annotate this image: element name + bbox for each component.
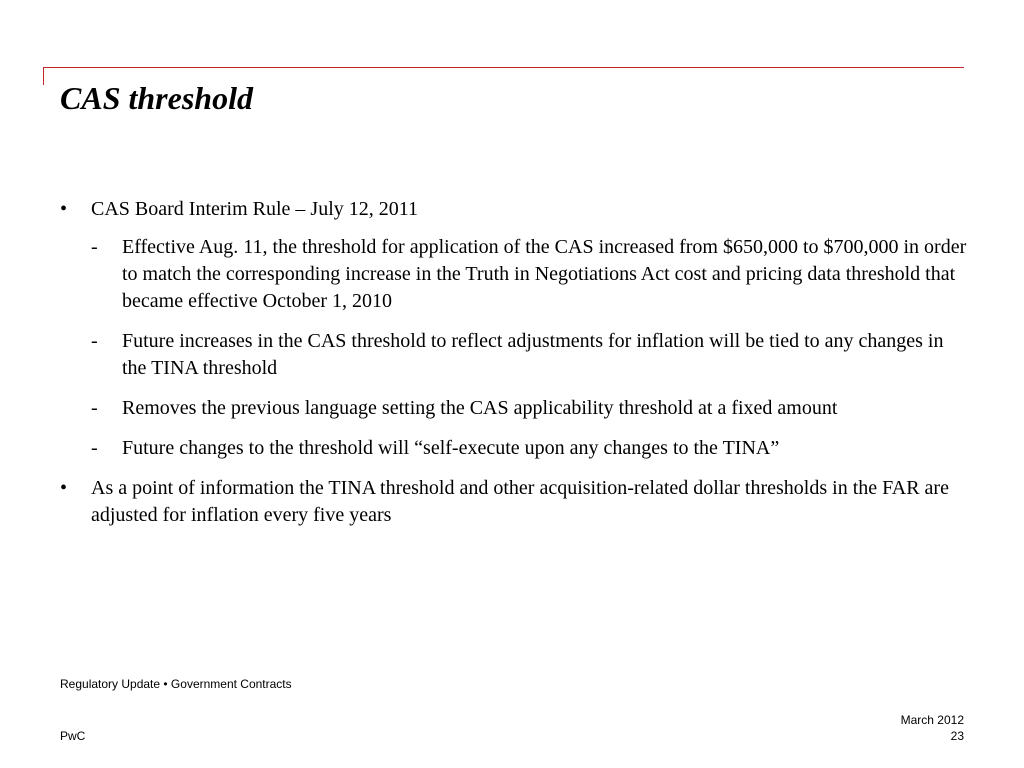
sub-bullet-item (91, 395, 970, 422)
sub-bullet-text: Future increases in the CAS threshold to reflect adjustments for inflation will be tied to any changes in the TINA threshold (122, 330, 944, 379)
bullet-item (60, 196, 970, 223)
header-rule (43, 67, 964, 68)
footer-date: March 2012 (900, 713, 964, 727)
sub-bullet-marker: - (91, 397, 98, 419)
bullet-item (60, 475, 970, 529)
slide-title: CAS threshold (60, 80, 253, 116)
sub-bullet-marker: - (91, 437, 98, 459)
footer-brand: PwC (60, 729, 86, 743)
sub-bullet-item (91, 234, 970, 315)
bullet-marker: • (60, 198, 68, 220)
sub-bullet-item (91, 435, 970, 462)
slide-body (60, 196, 970, 540)
sub-bullet-text: Removes the previous language setting the CAS applicability threshold at a fixed amount (122, 397, 838, 419)
footer-date-page (901, 712, 964, 744)
sub-bullet-text: Future changes to the threshold will “self-execute upon any changes to the TINA” (122, 437, 780, 459)
bullet-marker: • (60, 477, 68, 499)
sub-bullet-text: Effective Aug. 11, the threshold for application of the CAS increased from $650,000 to $700,000 in order to match the corresponding increase in the Truth in Negotiations Act cost and pricing data threshold that became effective October 1, 2010 (122, 236, 967, 312)
header-rule-corner (43, 67, 44, 85)
footer-section-label: Regulatory Update • Government Contracts (60, 677, 292, 691)
sub-bullet-marker: - (91, 236, 98, 258)
sub-bullet-marker: - (91, 330, 98, 352)
footer-page-number: 23 (950, 729, 964, 743)
bullet-text: As a point of information the TINA threshold and other acquisition-related dollar thresholds in the FAR are adjusted for inflation every five years (91, 477, 949, 526)
sub-bullet-item (91, 328, 970, 382)
sub-bullet-list (91, 234, 970, 462)
bullet-text: CAS Board Interim Rule – July 12, 2011 (91, 198, 419, 220)
